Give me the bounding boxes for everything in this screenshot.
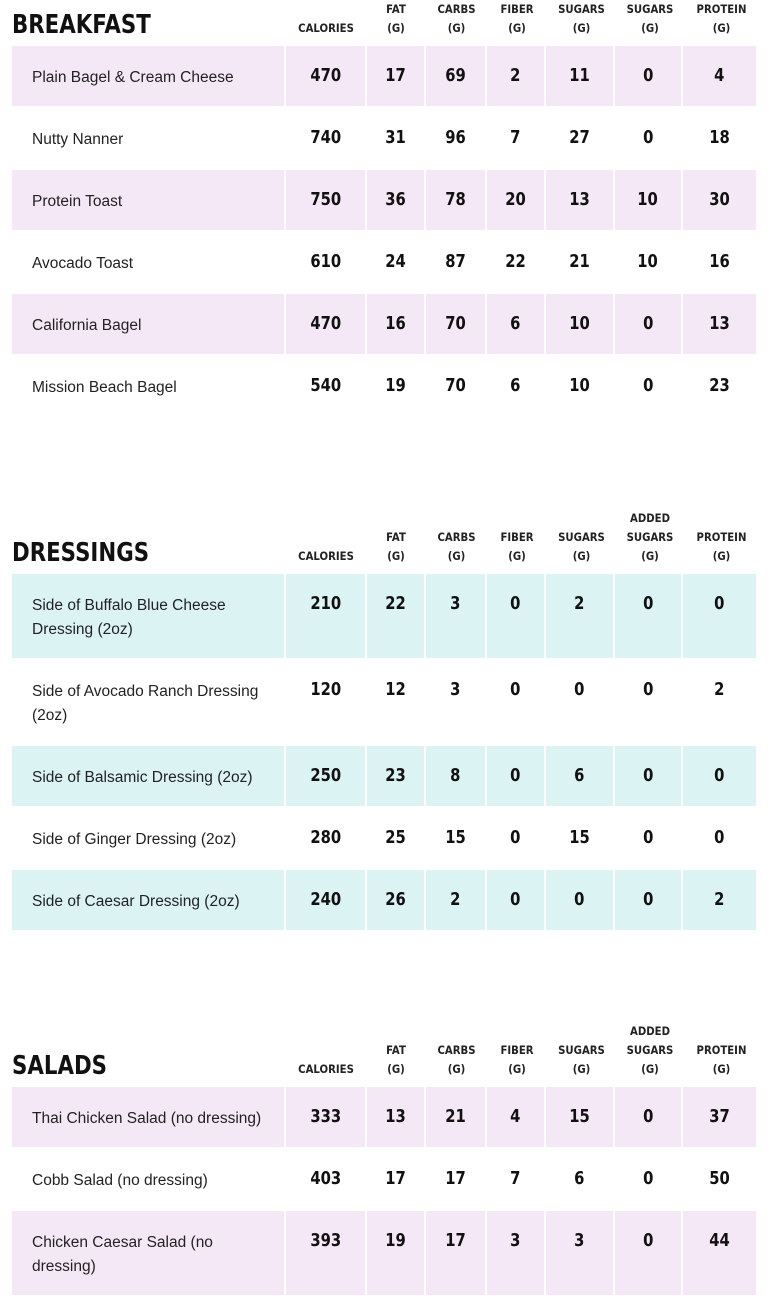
cell-fiber-value: 6 [510, 313, 521, 334]
cell-added-value: 0 [642, 127, 654, 148]
col-header-fat: FAT (G) [386, 530, 406, 563]
cell-fiber-value: 20 [505, 189, 526, 210]
cell-protein-value: 0 [714, 827, 725, 848]
cell-protein [683, 232, 756, 292]
cell-carbs [426, 1149, 485, 1209]
cell-fiber-value: 0 [510, 593, 521, 614]
cell-added-value: 0 [642, 313, 654, 334]
cell-carbs [426, 660, 485, 744]
col-header-carbs: CARBS (G) [437, 530, 476, 563]
cell-protein-value: 18 [709, 127, 730, 148]
cell-carbs [426, 1087, 485, 1147]
table-row [12, 574, 758, 658]
cell-calories [286, 356, 365, 416]
cell-added [615, 574, 681, 658]
cell-added [615, 356, 681, 416]
cell-fiber [487, 294, 544, 354]
cell-sugars-value: 6 [574, 1168, 585, 1189]
cell-protein-value: 2 [714, 679, 725, 700]
cell-carbs [426, 232, 485, 292]
cell-carbs [426, 46, 485, 106]
cell-protein [683, 1087, 756, 1147]
col-header-added-sugars: SUGARS (G) [626, 2, 674, 35]
cell-carbs-value: 17 [445, 1230, 466, 1251]
item-name: Plain Bagel & Cream Cheese [12, 46, 284, 106]
item-name: Side of Buffalo Blue Cheese Dressing (2oz) [12, 574, 284, 658]
cell-added-value: 0 [642, 1168, 654, 1189]
cell-added [615, 170, 681, 230]
cell-calories-value: 250 [310, 765, 341, 786]
cell-added-value: 0 [642, 593, 654, 614]
cell-carbs-value: 2 [450, 889, 461, 910]
cell-carbs [426, 574, 485, 658]
cell-fat-value: 23 [385, 765, 406, 786]
cell-fiber-value: 0 [510, 765, 521, 786]
cell-added-value: 10 [637, 189, 659, 210]
cell-carbs-value: 96 [445, 127, 466, 148]
cell-fiber [487, 1149, 544, 1209]
table-row [12, 870, 758, 930]
cell-protein-value: 44 [709, 1230, 730, 1251]
cell-carbs [426, 294, 485, 354]
cell-added-value: 0 [642, 65, 654, 86]
cell-fat-value: 17 [385, 65, 406, 86]
cell-added-value: 0 [642, 375, 654, 396]
cell-sugars-value: 15 [569, 1106, 590, 1127]
cell-fat [367, 808, 424, 868]
dressings-header [12, 510, 758, 574]
cell-protein [683, 294, 756, 354]
item-name: California Bagel [12, 294, 284, 354]
cell-protein-value: 0 [714, 765, 725, 786]
cell-protein-value: 4 [714, 65, 725, 86]
cell-fat-value: 16 [385, 313, 406, 334]
cell-calories [286, 870, 365, 930]
cell-fiber [487, 1087, 544, 1147]
cell-calories [286, 1211, 365, 1295]
cell-calories [286, 232, 365, 292]
cell-added [615, 232, 681, 292]
cell-sugars-value: 15 [569, 827, 590, 848]
breakfast-section [12, 0, 758, 418]
cell-sugars-value: 10 [569, 313, 590, 334]
cell-fiber [487, 870, 544, 930]
cell-protein [683, 1149, 756, 1209]
cell-fat-value: 24 [385, 251, 406, 272]
cell-fiber-value: 4 [510, 1106, 521, 1127]
dressings-table [12, 574, 758, 930]
cell-calories-value: 470 [310, 313, 341, 334]
cell-sugars-value: 3 [574, 1230, 585, 1251]
cell-fat [367, 660, 424, 744]
cell-protein-value: 16 [709, 251, 730, 272]
cell-calories [286, 294, 365, 354]
cell-fiber-value: 0 [510, 827, 521, 848]
cell-fat [367, 232, 424, 292]
cell-calories-value: 333 [310, 1106, 341, 1127]
cell-sugars-value: 0 [574, 889, 585, 910]
table-row [12, 746, 758, 806]
cell-carbs-value: 78 [445, 189, 466, 210]
cell-carbs-value: 3 [450, 593, 461, 614]
item-name: Side of Ginger Dressing (2oz) [32, 831, 237, 848]
cell-calories-value: 750 [310, 189, 341, 210]
item-name: Avocado Toast [32, 255, 134, 272]
cell-fat-value: 13 [385, 1106, 406, 1127]
cell-fiber-value: 6 [510, 375, 521, 396]
cell-fat [367, 108, 424, 168]
table-row [12, 660, 758, 744]
cell-calories-value: 470 [310, 65, 341, 86]
cell-carbs [426, 356, 485, 416]
cell-sugars [546, 108, 613, 168]
col-header-sugars: SUGARS (G) [558, 1043, 605, 1076]
cell-calories-value: 210 [310, 593, 341, 614]
cell-sugars [546, 746, 613, 806]
cell-sugars [546, 808, 613, 868]
cell-added [615, 1211, 681, 1295]
cell-added [615, 108, 681, 168]
cell-protein-value: 13 [709, 313, 730, 334]
cell-calories [286, 46, 365, 106]
cell-sugars [546, 232, 613, 292]
cell-added-value: 0 [642, 1230, 654, 1251]
cell-fiber [487, 1211, 544, 1295]
breakfast-header [12, 0, 758, 46]
cell-protein-value: 30 [709, 189, 730, 210]
cell-sugars [546, 574, 613, 658]
cell-carbs-value: 21 [445, 1106, 466, 1127]
col-header-carbs: CARBS (G) [437, 1043, 476, 1076]
dressings-section [12, 510, 758, 932]
cell-sugars [546, 1211, 613, 1295]
cell-added-value: 0 [642, 889, 654, 910]
col-header-protein: PROTEIN (G) [696, 2, 747, 35]
table-row [12, 294, 758, 354]
cell-fiber [487, 170, 544, 230]
cell-fat-value: 17 [385, 1168, 406, 1189]
cell-fat [367, 870, 424, 930]
section-title: SALADS [12, 1051, 108, 1081]
cell-fiber-value: 3 [510, 1230, 521, 1251]
cell-added [615, 1149, 681, 1209]
col-header-carbs: CARBS (G) [437, 2, 476, 35]
cell-calories-value: 240 [310, 889, 341, 910]
salads-header [12, 1023, 758, 1087]
cell-sugars [546, 294, 613, 354]
cell-added [615, 294, 681, 354]
salads-section [12, 1023, 758, 1297]
col-header-added-sugars: ADDED SUGARS (G) [626, 511, 674, 563]
cell-added-value: 10 [637, 251, 659, 272]
cell-calories [286, 1087, 365, 1147]
cell-fat [367, 294, 424, 354]
table-row [12, 170, 758, 230]
item-name: Chicken Caesar Salad (no dressing) [12, 1211, 284, 1295]
cell-added-value: 0 [642, 827, 654, 848]
cell-calories-value: 393 [310, 1230, 341, 1251]
cell-carbs [426, 170, 485, 230]
section-title: BREAKFAST [12, 10, 151, 40]
cell-fat-value: 19 [385, 1230, 406, 1251]
cell-protein-value: 37 [709, 1106, 730, 1127]
item-name: Nutty Nanner [32, 131, 124, 148]
item-name: Mission Beach Bagel [32, 379, 177, 396]
col-header-protein: PROTEIN (G) [696, 530, 747, 563]
cell-calories [286, 808, 365, 868]
cell-sugars-value: 21 [569, 251, 590, 272]
cell-calories-value: 120 [310, 679, 341, 700]
cell-protein [683, 870, 756, 930]
cell-sugars [546, 356, 613, 416]
cell-sugars-value: 10 [569, 375, 590, 396]
col-header-calories: CALORIES [298, 549, 354, 563]
cell-carbs-value: 8 [450, 765, 461, 786]
cell-fat [367, 46, 424, 106]
cell-fiber [487, 660, 544, 744]
col-header-sugars: SUGARS (G) [558, 2, 605, 35]
cell-carbs [426, 108, 485, 168]
cell-calories-value: 540 [310, 375, 341, 396]
cell-added [615, 746, 681, 806]
cell-carbs [426, 746, 485, 806]
cell-calories-value: 740 [310, 127, 341, 148]
col-header-fat: FAT (G) [386, 2, 406, 35]
col-header-fat: FAT (G) [386, 1043, 406, 1076]
cell-calories [286, 746, 365, 806]
cell-sugars-value: 2 [574, 593, 585, 614]
cell-fiber-value: 0 [510, 889, 521, 910]
cell-carbs [426, 808, 485, 868]
table-row [12, 1087, 758, 1147]
cell-fiber-value: 2 [510, 65, 521, 86]
cell-sugars-value: 13 [569, 189, 590, 210]
cell-carbs-value: 69 [445, 65, 466, 86]
cell-protein [683, 808, 756, 868]
cell-protein [683, 170, 756, 230]
cell-calories [286, 660, 365, 744]
cell-calories-value: 403 [310, 1168, 341, 1189]
cell-fat-value: 19 [385, 375, 406, 396]
cell-added [615, 808, 681, 868]
cell-fat-value: 31 [385, 127, 406, 148]
table-row [12, 1149, 758, 1209]
table-row [12, 808, 758, 868]
cell-added-value: 0 [642, 1106, 654, 1127]
cell-protein-value: 0 [714, 593, 725, 614]
cell-fat [367, 1211, 424, 1295]
cell-fat-value: 26 [385, 889, 406, 910]
cell-calories-value: 280 [310, 827, 341, 848]
breakfast-table [12, 46, 758, 416]
cell-fiber [487, 356, 544, 416]
item-name: Side of Balsamic Dressing (2oz) [12, 746, 284, 806]
cell-carbs [426, 870, 485, 930]
cell-fat [367, 574, 424, 658]
cell-calories-value: 610 [310, 251, 341, 272]
cell-calories [286, 574, 365, 658]
cell-added-value: 0 [642, 765, 654, 786]
table-row [12, 46, 758, 106]
section-title: DRESSINGS [12, 538, 150, 568]
cell-protein [683, 660, 756, 744]
cell-protein [683, 356, 756, 416]
cell-fat [367, 1149, 424, 1209]
col-header-sugars: SUGARS (G) [558, 530, 605, 563]
cell-added-value: 0 [642, 679, 654, 700]
table-row [12, 1211, 758, 1295]
cell-fat-value: 25 [385, 827, 406, 848]
cell-protein-value: 23 [709, 375, 730, 396]
cell-added [615, 660, 681, 744]
cell-protein-value: 50 [709, 1168, 730, 1189]
cell-sugars [546, 660, 613, 744]
col-header-calories: CALORIES [298, 21, 354, 35]
table-row [12, 108, 758, 168]
item-name: Cobb Salad (no dressing) [32, 1172, 208, 1189]
cell-protein [683, 1211, 756, 1295]
cell-carbs-value: 70 [445, 313, 466, 334]
cell-fiber [487, 108, 544, 168]
cell-fiber-value: 22 [505, 251, 526, 272]
cell-sugars-value: 0 [574, 679, 585, 700]
table-row [12, 356, 758, 416]
cell-fiber-value: 0 [510, 679, 521, 700]
item-name: Protein Toast [12, 170, 284, 230]
col-header-protein: PROTEIN (G) [696, 1043, 747, 1076]
cell-carbs-value: 15 [445, 827, 466, 848]
cell-carbs-value: 17 [445, 1168, 466, 1189]
col-header-fiber: FIBER (G) [500, 530, 534, 563]
cell-added [615, 46, 681, 106]
cell-sugars-value: 11 [569, 65, 590, 86]
cell-protein-value: 2 [714, 889, 725, 910]
salads-table [12, 1087, 758, 1295]
cell-protein [683, 746, 756, 806]
cell-fiber [487, 574, 544, 658]
col-header-calories: CALORIES [298, 1062, 354, 1076]
cell-fiber [487, 746, 544, 806]
cell-sugars [546, 46, 613, 106]
cell-calories [286, 108, 365, 168]
cell-sugars-value: 6 [574, 765, 585, 786]
cell-sugars-value: 27 [569, 127, 590, 148]
cell-fiber [487, 808, 544, 868]
table-row [12, 232, 758, 292]
cell-calories [286, 170, 365, 230]
cell-fiber-value: 7 [510, 127, 521, 148]
cell-fat [367, 1087, 424, 1147]
cell-added [615, 1087, 681, 1147]
cell-fat-value: 22 [385, 593, 406, 614]
cell-carbs [426, 1211, 485, 1295]
cell-fiber [487, 46, 544, 106]
cell-protein [683, 46, 756, 106]
cell-fiber [487, 232, 544, 292]
cell-sugars [546, 170, 613, 230]
cell-fiber-value: 7 [510, 1168, 521, 1189]
col-header-fiber: FIBER (G) [500, 1043, 534, 1076]
cell-fat [367, 746, 424, 806]
cell-protein [683, 574, 756, 658]
col-header-fiber: FIBER (G) [500, 2, 534, 35]
cell-sugars [546, 870, 613, 930]
cell-fat [367, 170, 424, 230]
cell-fat [367, 356, 424, 416]
item-name: Side of Caesar Dressing (2oz) [12, 870, 284, 930]
col-header-added-sugars: ADDED SUGARS (G) [626, 1024, 674, 1076]
cell-carbs-value: 87 [445, 251, 466, 272]
cell-calories [286, 1149, 365, 1209]
item-name: Side of Avocado Ranch Dressing (2oz) [32, 683, 259, 724]
item-name: Thai Chicken Salad (no dressing) [12, 1087, 284, 1147]
cell-carbs-value: 3 [450, 679, 461, 700]
cell-added [615, 870, 681, 930]
cell-fat-value: 12 [385, 679, 406, 700]
cell-protein [683, 108, 756, 168]
cell-fat-value: 36 [385, 189, 406, 210]
cell-sugars [546, 1149, 613, 1209]
cell-sugars [546, 1087, 613, 1147]
cell-carbs-value: 70 [445, 375, 466, 396]
